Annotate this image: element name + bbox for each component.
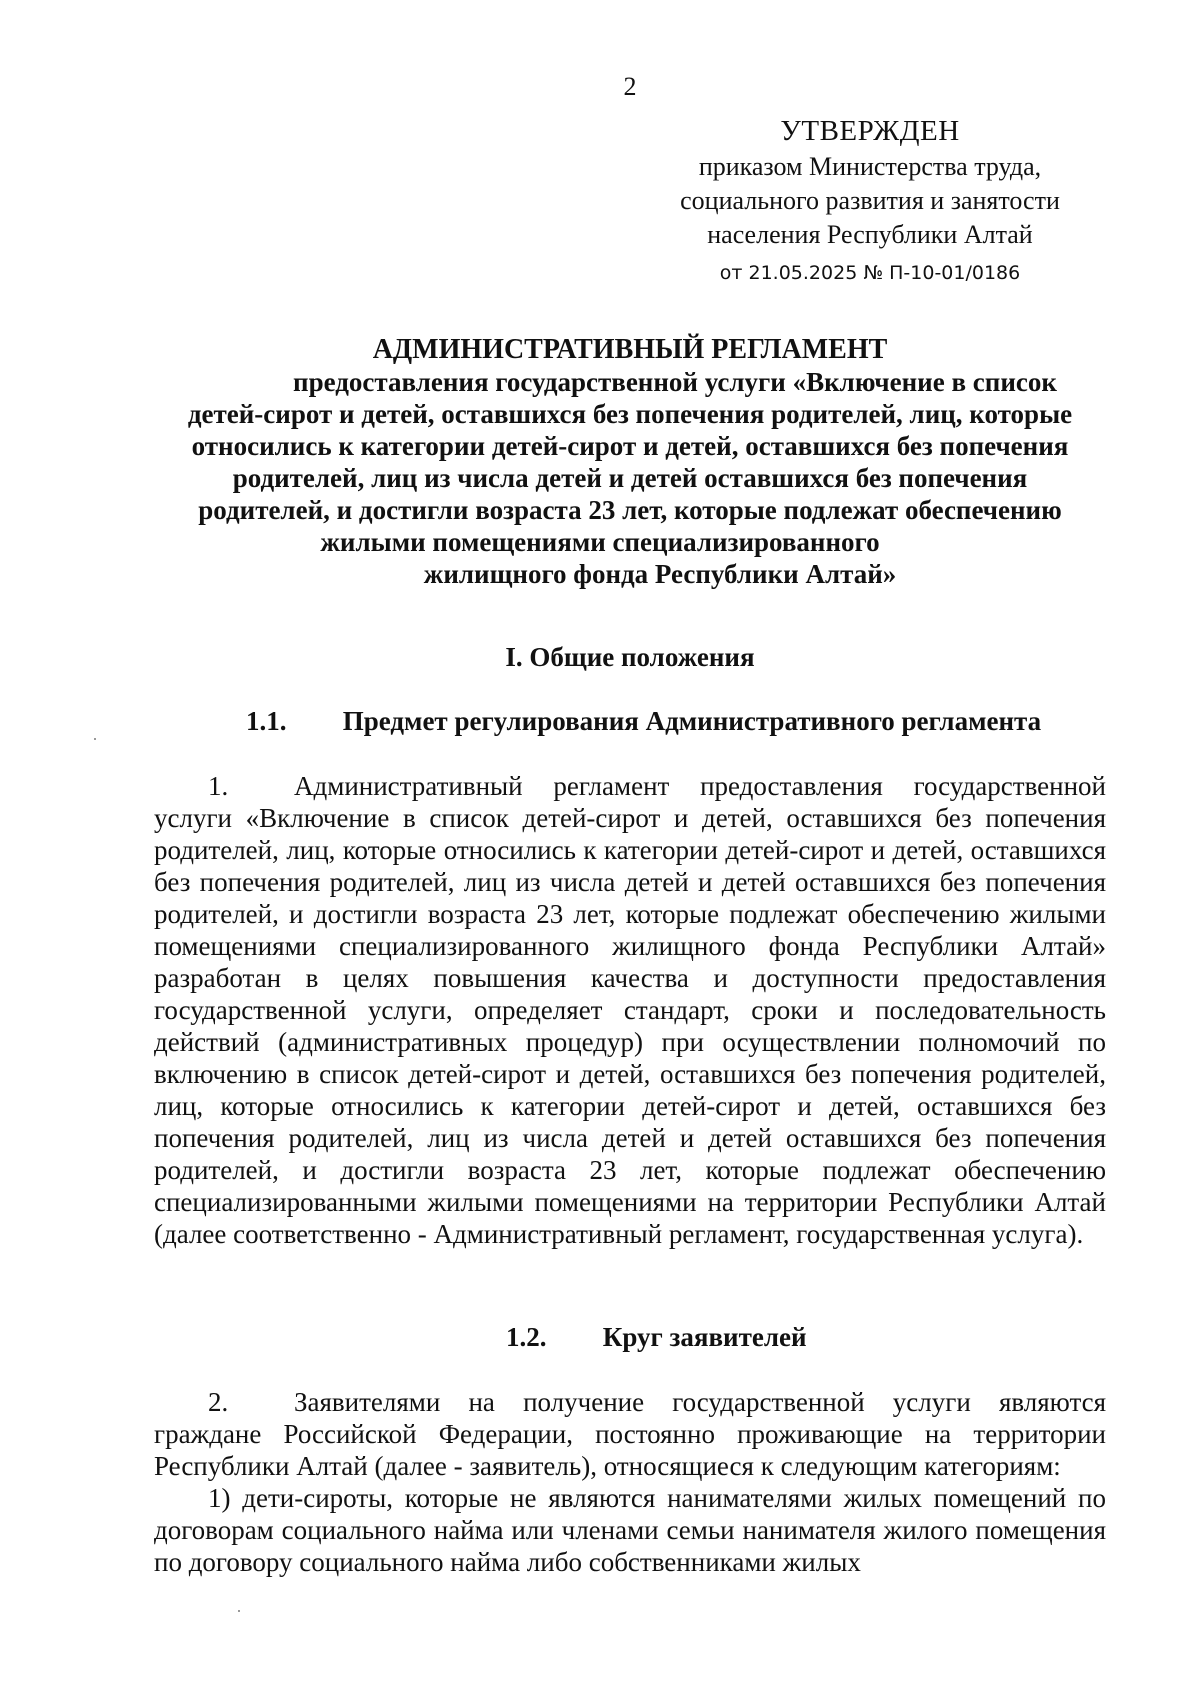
approval-block (640, 114, 1100, 290)
subsection-heading-1-2 (506, 1322, 807, 1353)
subsection-number: 1.1. (246, 706, 287, 736)
scan-artifact (94, 738, 96, 740)
order-number: от 21.05.2025 № П-10-01/0186 (719, 262, 1021, 284)
approval-line-3: населения Республики Алтай (707, 220, 1033, 249)
approval-heading: УТВЕРЖДЕН (780, 115, 960, 147)
title-line: детей-сирот и детей, оставшихся без попечения родителей, лиц, которые (187, 399, 1073, 429)
document-title (150, 334, 1110, 590)
paragraph-1 (154, 770, 1106, 1250)
subsection-title: Предмет регулирования Административного регламента (342, 706, 1042, 736)
paragraph-number: 2. (208, 1387, 229, 1417)
section-heading: I. Общие положения (505, 642, 755, 672)
title-line: жилыми помещениями специализированного (320, 527, 880, 557)
paragraph-text: Административный регламент предоставления государственной услуги «Включение в список детей-сирот и детей, оставшихся без попечения родителей, лиц, которые относились к категории детей-сирот и детей, оставшихся без попечения родителей, лиц из числа детей и детей оставшихся без попечения родителей, и достигли возраста 23 лет, которые подлежат обеспечению жилыми помещениями специализированного жилищного фонда Республики Алтай» разработан в целях повышения качества и доступности предоставления государственной услуги, определяет стандарт, сроки и последовательность действий (административных процедур) при осуществлении полномочий по включению в список детей-сирот и детей, оставшихся без попечения родителей, лиц, которые относились к категории детей-сирот и детей, оставшихся без попечения родителей, лиц из числа детей и детей оставшихся без попечения родителей, и достигли возраста 23 лет, которые подлежат обеспечению специализированными жилыми помещениями на территории Республики Алтай (далее соответственно - Административный регламент, государственная услуга). (154, 771, 1106, 1249)
paragraph-number: 1. (208, 771, 229, 801)
subsection-number: 1.2. (506, 1322, 547, 1352)
subsection-title: Круг заявителей (602, 1322, 807, 1352)
approval-line-1: приказом Министерства труда, (698, 152, 1042, 181)
paragraph-2 (154, 1386, 1106, 1578)
title-main: АДМИНИСТРАТИВНЫЙ РЕГЛАМЕНТ (372, 334, 888, 365)
title-line: предоставления государственной услуги «Включение в список (293, 367, 1057, 397)
title-line: относились к категории детей-сирот и детей, оставшихся без попечения (191, 431, 1069, 461)
scan-artifact (238, 1610, 240, 1612)
subsection-heading-1-1 (246, 706, 1041, 737)
title-line: жилищного фонда Республики Алтай» (423, 559, 897, 589)
title-line: родителей, лиц из числа детей и детей оставшихся без попечения (232, 463, 1028, 493)
approval-line-2: социального развития и занятости (680, 186, 1060, 215)
paragraph-text: Заявителями на получение государственной услуги являются граждане Российской Федерации, постоянно проживающие на территории Республики Алтай (далее - заявитель), относящиеся к следующим категориям: (154, 1387, 1106, 1481)
page-number: 2 (623, 72, 637, 101)
title-line: родителей, и достигли возраста 23 лет, которые подлежат обеспечению (198, 495, 1062, 525)
list-item: 1) дети-сироты, которые не являются нанимателями жилых помещений по договорам социального найма или членами семьи нанимателя жилого помещения по договору социального найма либо собственниками жилых (154, 1483, 1106, 1577)
